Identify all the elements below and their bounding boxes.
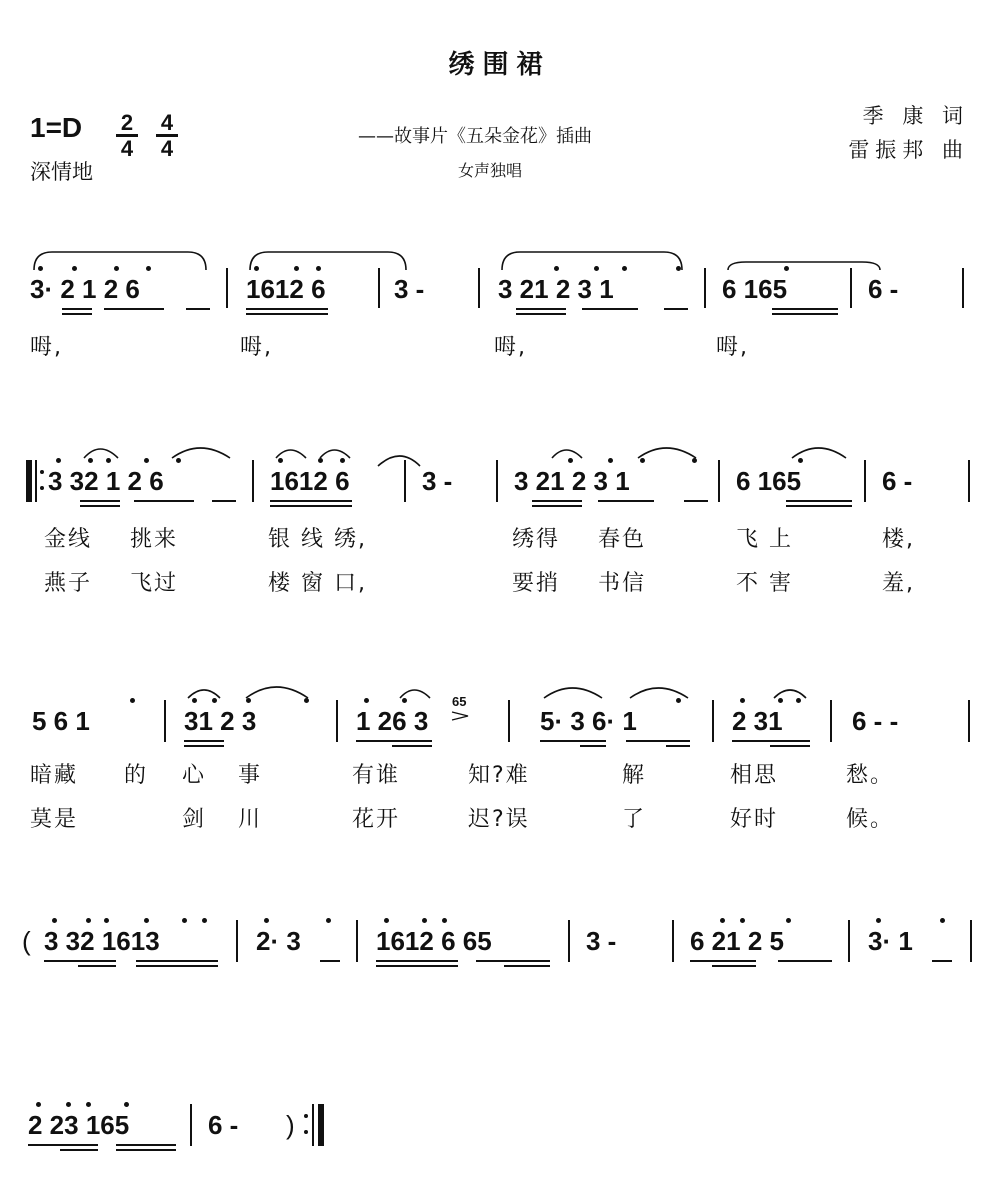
slur [552,450,582,458]
row3-v2-lyric-8: 候。 [846,807,895,832]
slur [276,450,306,458]
row2-measure6: 6 - [882,466,913,496]
slur [34,252,206,270]
row1-lyric-4: 呣, [716,335,749,360]
row2-v2-lyric-3: 楼 窗 口, [268,571,367,596]
row2-measure3: 3 - [422,466,453,496]
interlude-close-paren: ) [286,1110,295,1140]
row3-v1-lyric-7: 解 [622,763,647,788]
row4-measure3: 1612 6 65 [376,926,492,956]
row4-measure4: 3 - [586,926,617,956]
row2-v2-lyric-1: 燕子 [44,571,93,596]
row1-measure3: 3 - [394,274,425,304]
performance-note: 女声独唱 [458,161,523,180]
row3-grace-notes: 65 [452,694,467,709]
subtitle: ——故事片《五朵金花》插曲 [358,126,592,147]
row3-v2-lyric-6: 了 [622,807,647,832]
row3-measure3: 1 26 3 [356,706,429,736]
slur [172,448,230,458]
row1-measure2: 1612 6 [246,274,326,304]
row2-v2-lyric-7: 羞, [882,571,915,596]
slur [728,262,880,270]
row4-measure5: 6 21 2 5 [690,926,784,956]
slur [246,687,308,698]
row3-measure2: 31 2 3 [184,706,257,736]
row2-v2-lyric-5: 书信 [598,571,647,596]
row2-v1-lyric-5: 春色 [598,527,647,552]
tempo-marking: 深情地 [30,160,93,184]
row3-v1-lyric-2: 的 [124,763,149,788]
row1-measure6: 6 - [868,274,899,304]
row2-v2-lyric-4: 要捎 [512,571,561,596]
slur [188,690,220,698]
row3-v1-lyric-6: 知?难 [468,763,530,788]
row3-v1-lyric-4: 事 [238,763,263,788]
row5-measure2: 6 - [208,1110,239,1140]
interlude-open-paren: ( [22,926,31,956]
lyricist-credit: 季 康 词 [862,104,969,128]
ts2-denominator: 4 [160,136,174,161]
row2-measure5: 6 165 [736,466,802,496]
row2-measure4: 3 21 2 3 1 [514,466,630,496]
row3-v2-lyric-3: 川 [238,807,263,832]
ts2-numerator: 4 [160,110,174,135]
row2-measure1: 3 32 1 2 6 [48,466,164,496]
row2-v1-lyric-2: 挑来 [130,527,179,552]
row1-lyric-2: 呣, [240,335,273,360]
row3-v1-lyric-5: 有谁 [352,763,401,788]
key-signature: 1=D [30,112,83,143]
song-title: 绣围裙 [448,50,551,80]
row3-measure4: 5· 3 6· 1 [540,706,637,736]
row3-v2-lyric-2: 剑 [182,807,207,832]
row3-v1-lyric-9: 愁。 [846,763,895,788]
row1-measure5: 6 165 [722,274,788,304]
row4-measure2: 2· 3 [256,926,301,956]
row2-v1-lyric-7: 楼, [882,527,915,552]
slur [792,448,846,458]
row2-v2-lyric-2: 飞过 [130,571,179,596]
row3-measure6: 6 - - [852,706,899,736]
row3-measure1: 5 6 1 [32,706,90,736]
row1-lyric-1: 呣, [30,335,63,360]
slur [378,456,420,466]
row3-v2-lyric-4: 花开 [352,807,401,832]
row2-v2-lyric-6: 不 害 [736,571,793,596]
row3-v1-lyric-8: 相思 [730,763,779,788]
row3-v1-lyric-1: 暗藏 [30,763,79,788]
slur [774,690,806,698]
row2-v1-lyric-3: 银 线 绣, [268,527,367,552]
row3-v2-lyric-7: 好时 [730,807,779,832]
row2-v1-lyric-4: 绣得 [512,527,561,552]
row1-measure1: 3· 2 1 2 6 [30,274,140,304]
row3-v2-lyric-5: 迟?误 [468,807,530,832]
row5-measure1: 2 23 165 [28,1110,130,1140]
row3-v1-lyric-3: 心 [182,763,207,788]
row2-v1-lyric-1: 金线 [44,527,93,552]
slur [544,688,602,698]
row4-measure1: 3 32 1613 [44,926,160,956]
slur [400,690,430,698]
slur [638,448,696,458]
ts1-numerator: 2 [120,110,134,135]
row2-v1-lyric-6: 飞 上 [736,527,793,552]
composer-credit: 雷振邦 曲 [848,138,969,162]
row4-measure6: 3· 1 [868,926,913,956]
row2-measure2: 1612 6 [270,466,350,496]
slur [320,450,350,458]
slur [250,252,406,270]
slur [502,252,682,270]
row3-v2-lyric-1: 莫是 [30,807,79,832]
row1-measure4: 3 21 2 3 1 [498,274,614,304]
row1-lyric-3: 呣, [494,335,527,360]
ts1-denominator: 4 [120,136,134,161]
slur [84,449,118,458]
row3-measure5: 2 31 [732,706,783,736]
slur [630,688,688,698]
